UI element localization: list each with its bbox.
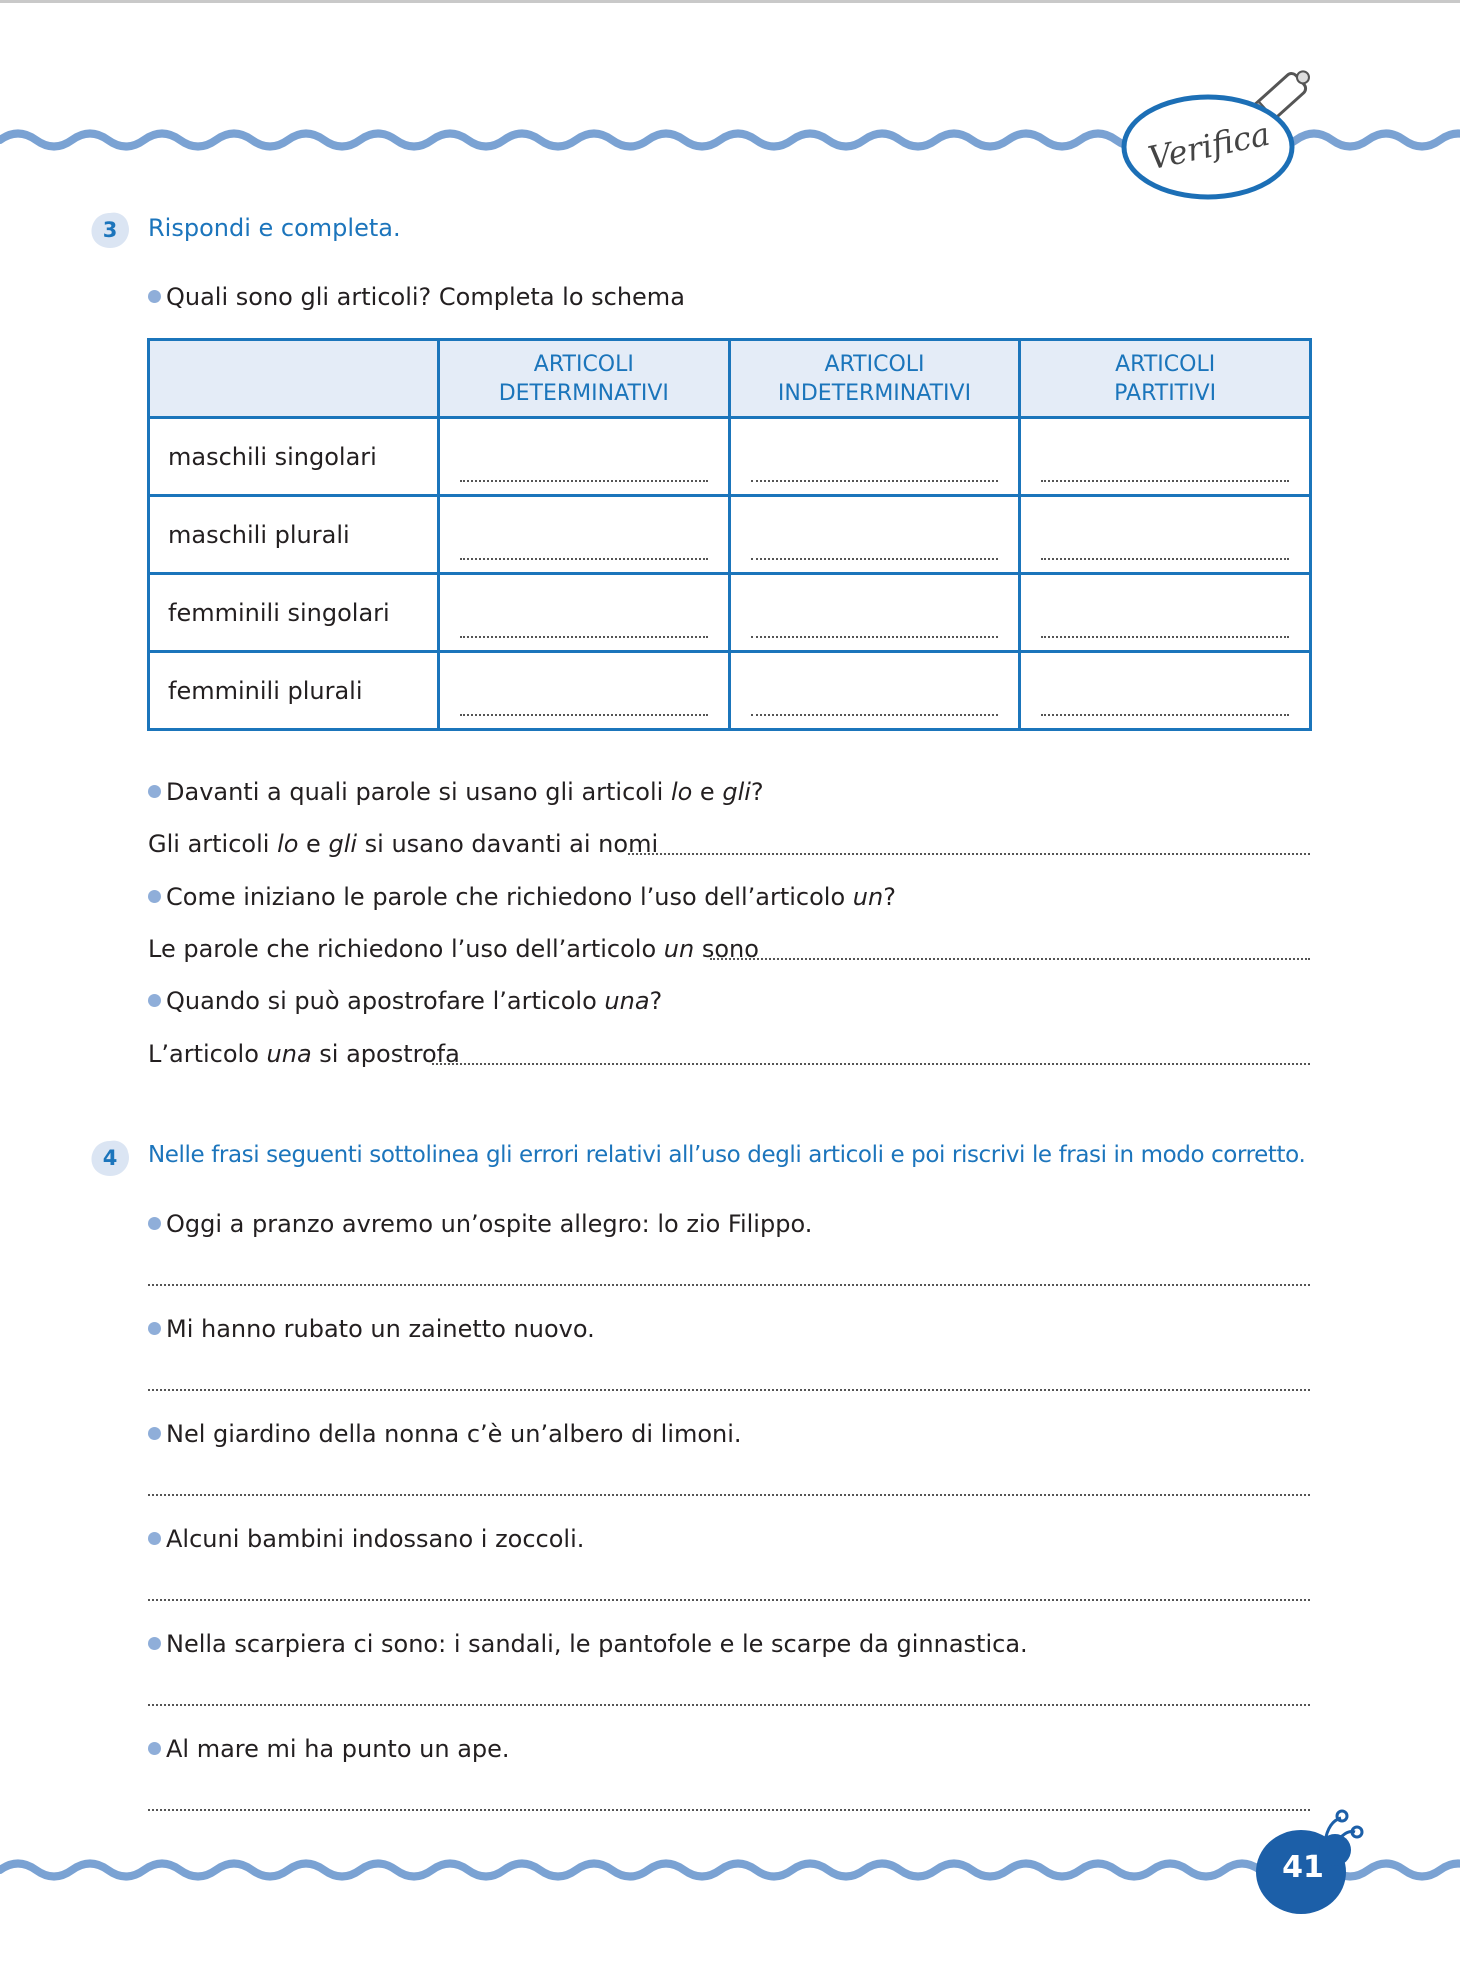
bullet-icon — [148, 994, 161, 1007]
table-header-row — [149, 340, 1311, 418]
table-row — [149, 418, 1311, 496]
bullet-icon — [148, 290, 161, 303]
answer-blank[interactable] — [439, 652, 730, 730]
answer-blank[interactable] — [729, 574, 1020, 652]
bullet-icon — [148, 1322, 161, 1335]
answer-lo-gli-text: Gli articoli lo e gli si usano davanti ai nomi — [148, 830, 659, 858]
exercise-4-number-badge: 4 — [89, 1138, 131, 1178]
bullet-icon — [148, 890, 161, 903]
sentence-item: Nel giardino della nonna c’è un’albero di limoni. — [148, 1420, 742, 1448]
bullet-icon — [148, 785, 161, 798]
header-indeterminativi: ARTICOLI INDETERMINATIVI — [729, 340, 1020, 418]
row-label: femminili plurali — [149, 652, 439, 730]
articles-schema-table — [147, 338, 1312, 731]
header-determinativi: ARTICOLI DETERMINATIVI — [439, 340, 730, 418]
bullet-icon — [148, 1427, 161, 1440]
sentence-item: Mi hanno rubato un zainetto nuovo. — [148, 1315, 595, 1343]
rewrite-line[interactable] — [148, 1494, 1310, 1496]
rewrite-line[interactable] — [148, 1704, 1310, 1706]
exercise-3-number-badge: 3 — [89, 210, 131, 250]
question-lo-gli: Davanti a quali parole si usano gli articoli lo e gli? — [148, 778, 764, 806]
header-cell-empty — [149, 340, 439, 418]
rewrite-line[interactable] — [148, 1389, 1310, 1391]
bottom-wave-decoration — [0, 1845, 1460, 1895]
answer-blank[interactable] — [729, 496, 1020, 574]
rewrite-line[interactable] — [148, 1599, 1310, 1601]
verifica-badge — [1120, 55, 1360, 215]
answer-blank[interactable] — [1020, 652, 1311, 730]
answer-un-text: Le parole che richiedono l’uso dell’articolo un sono — [148, 935, 759, 963]
table-row — [149, 574, 1311, 652]
rewrite-line[interactable] — [148, 1809, 1310, 1811]
row-label: maschili plurali — [149, 496, 439, 574]
bullet-icon — [148, 1217, 161, 1230]
sentence-item: Oggi a pranzo avremo un’ospite allegro: lo zio Filippo. — [148, 1210, 812, 1238]
table-row — [149, 496, 1311, 574]
question-una: Quando si può apostrofare l’articolo una? — [148, 987, 662, 1015]
header-partitivi: ARTICOLI PARTITIVI — [1020, 340, 1311, 418]
answer-blank[interactable] — [1020, 574, 1311, 652]
sentence-item: Al mare mi ha punto un ape. — [148, 1735, 510, 1763]
row-label: maschili singolari — [149, 418, 439, 496]
sentence-item: Nella scarpiera ci sono: i sandali, le pantofole e le scarpe da ginnastica. — [148, 1630, 1028, 1658]
answer-blank[interactable] — [439, 418, 730, 496]
exercise-3-title: Rispondi e completa. — [148, 214, 401, 242]
verifica-label: Verifica — [1144, 114, 1274, 178]
answer-blank[interactable] — [729, 418, 1020, 496]
answer-blank[interactable] — [1020, 496, 1311, 574]
row-label: femminili singolari — [149, 574, 439, 652]
exercise-3-bullet-schema: Quali sono gli articoli? Completa lo schema — [148, 283, 685, 311]
sentence-item: Alcuni bambini indossano i zoccoli. — [148, 1525, 584, 1553]
answer-blank[interactable] — [439, 496, 730, 574]
answer-una-blank[interactable] — [432, 1063, 1310, 1065]
top-rule — [0, 0, 1460, 3]
answer-un-blank[interactable] — [710, 958, 1310, 960]
table-row — [149, 652, 1311, 730]
bullet-icon — [148, 1637, 161, 1650]
exercise-4-title: Nelle frasi seguenti sottolinea gli errori relativi all’uso degli articoli e poi riscrivi le frasi in modo corretto. — [148, 1142, 1306, 1168]
answer-una-text: L’articolo una si apostrofa — [148, 1040, 460, 1068]
bullet-icon — [148, 1532, 161, 1545]
answer-lo-gli-blank[interactable] — [628, 853, 1310, 855]
question-un: Come iniziano le parole che richiedono l’uso dell’articolo un? — [148, 883, 896, 911]
answer-blank[interactable] — [729, 652, 1020, 730]
answer-blank[interactable] — [439, 574, 730, 652]
rewrite-line[interactable] — [148, 1284, 1310, 1286]
bullet-icon — [148, 1742, 161, 1755]
answer-blank[interactable] — [1020, 418, 1311, 496]
page-number: 41 — [1282, 1850, 1324, 1885]
